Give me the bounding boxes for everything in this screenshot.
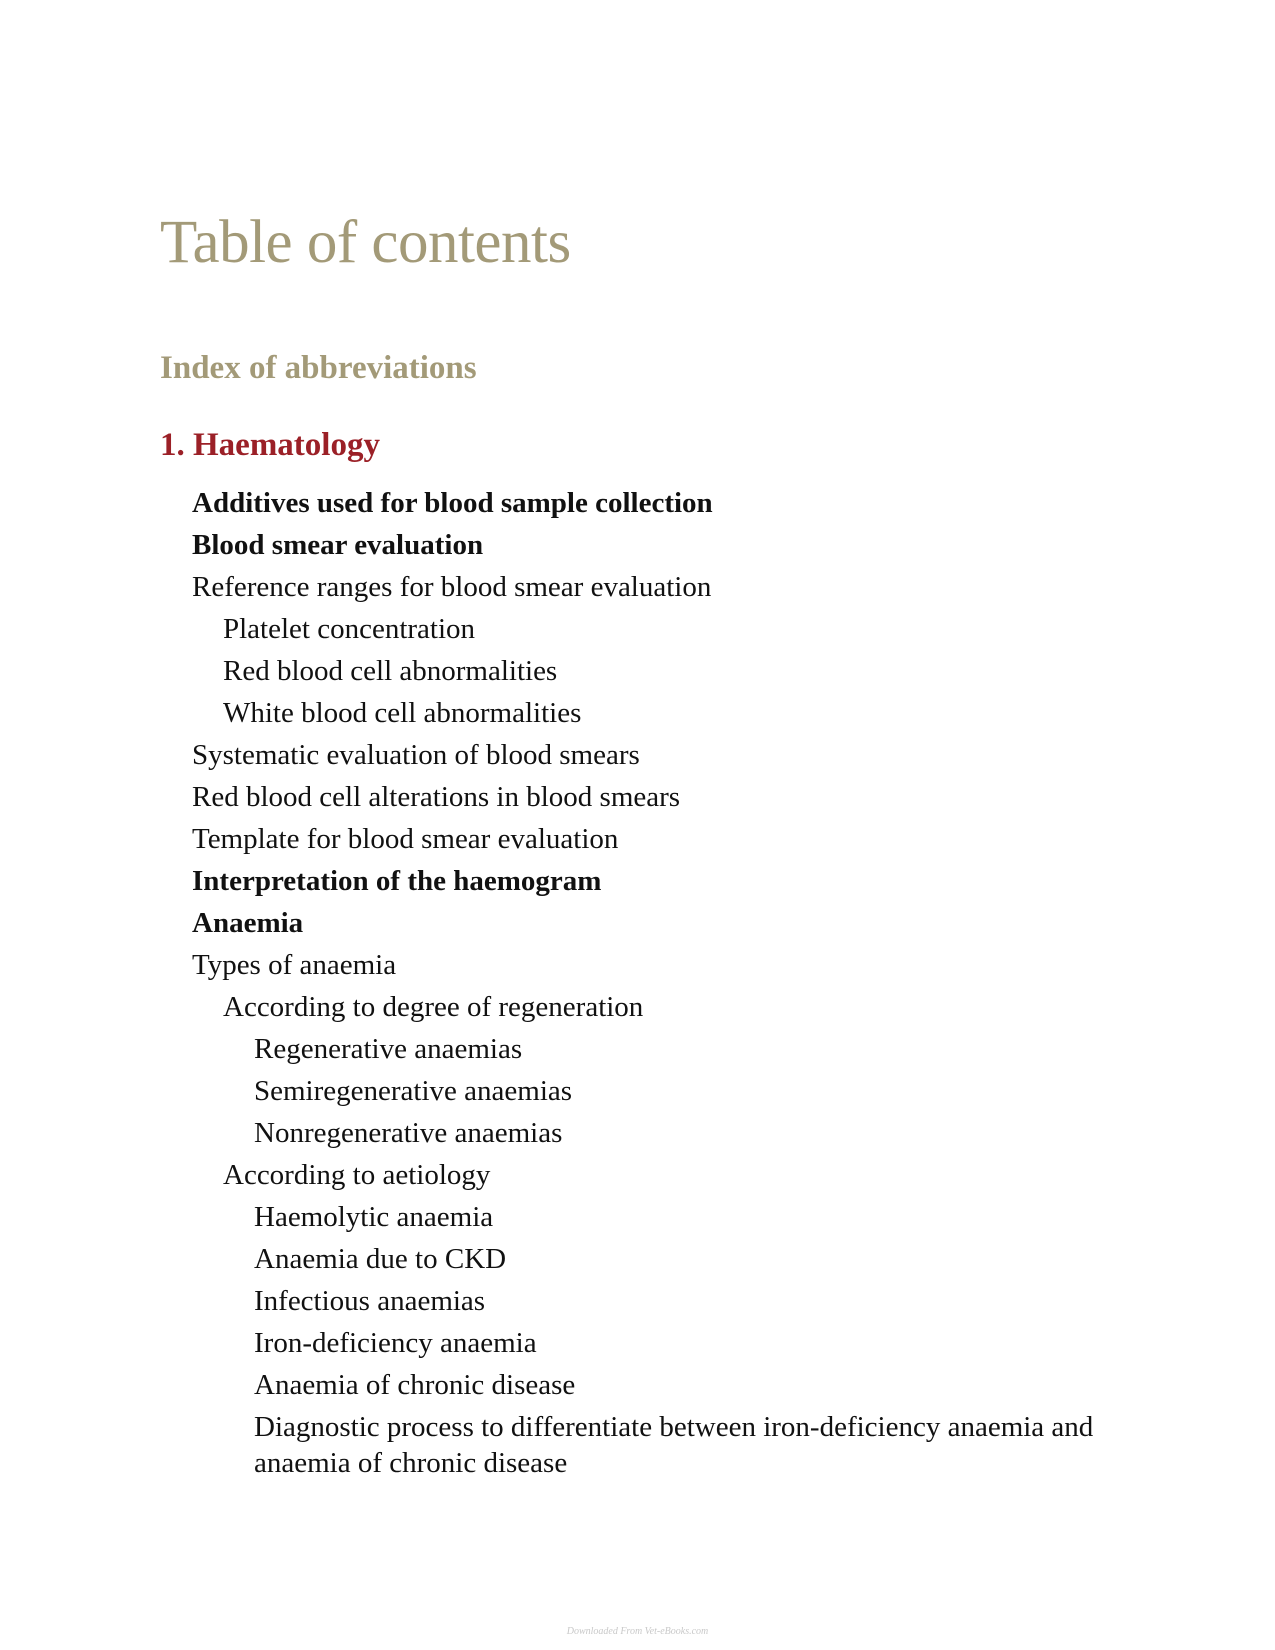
toc-entry[interactable]: Regenerative anaemias	[254, 1033, 523, 1065]
toc-entry[interactable]: According to degree of regeneration	[223, 991, 644, 1023]
page-title: Table of contents	[160, 209, 571, 276]
toc-entry[interactable]: Nonregenerative anaemias	[254, 1117, 563, 1149]
toc-entry[interactable]: Anaemia	[192, 907, 304, 939]
toc-entry[interactable]: Systematic evaluation of blood smears	[192, 739, 640, 771]
footer-watermark: Downloaded From Vet-eBooks.com	[566, 1626, 709, 1637]
toc-entry[interactable]: According to aetiology	[223, 1159, 491, 1191]
toc-entry[interactable]: Diagnostic process to differentiate between iron-deficiency anaemia and anaemia of chronic disease	[254, 1411, 1094, 1479]
toc-entry[interactable]: Reference ranges for blood smear evaluation	[192, 571, 712, 603]
toc-entry[interactable]: Anaemia due to CKD	[254, 1243, 507, 1275]
toc-entry[interactable]: Semiregenerative anaemias	[254, 1075, 573, 1107]
toc-entry[interactable]: Iron-deficiency anaemia	[254, 1327, 537, 1359]
toc-entry[interactable]: Infectious anaemias	[254, 1285, 486, 1317]
toc-entry[interactable]: Haemolytic anaemia	[254, 1201, 494, 1233]
toc-entry[interactable]: Types of anaemia	[192, 949, 397, 981]
toc-entry[interactable]: Anaemia of chronic disease	[254, 1369, 576, 1401]
toc-chapter-heading[interactable]: 1. Haematology	[160, 427, 380, 463]
toc-entry-index-of-abbreviations[interactable]: Index of abbreviations	[160, 350, 477, 386]
toc-entry[interactable]: Platelet concentration	[223, 613, 476, 645]
toc-entry[interactable]: Template for blood smear evaluation	[192, 823, 619, 855]
toc-entry[interactable]: Red blood cell alterations in blood smears	[192, 781, 681, 813]
toc-list	[0, 485, 1275, 1487]
toc-entry[interactable]: Blood smear evaluation	[192, 529, 484, 561]
toc-entry[interactable]: Red blood cell abnormalities	[223, 655, 558, 687]
toc-entry[interactable]: Interpretation of the haemogram	[192, 865, 602, 897]
toc-entry[interactable]: White blood cell abnormalities	[223, 697, 582, 729]
toc-entry[interactable]: Additives used for blood sample collection	[192, 487, 713, 519]
